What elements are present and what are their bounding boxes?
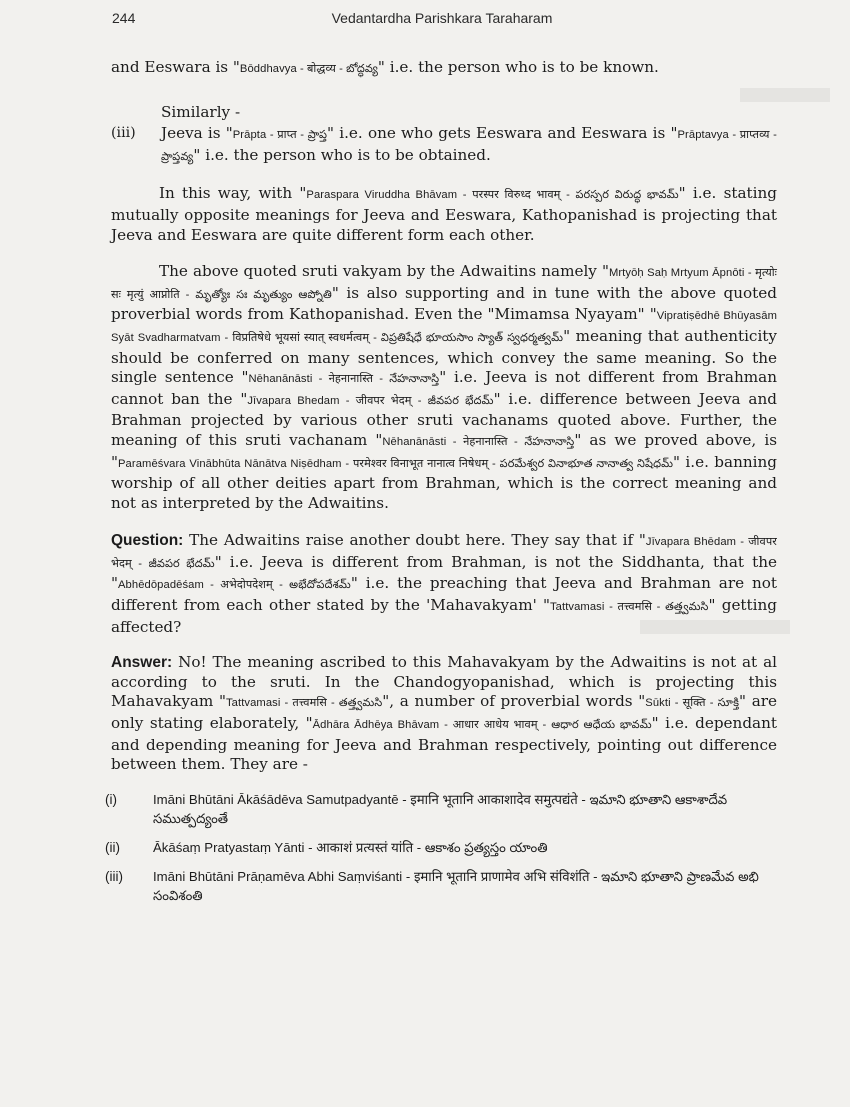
page-content bbox=[105, 58, 778, 915]
term-phrase: Tattvamasi - तत्त्वमसि - తత్త్వమసి bbox=[225, 697, 383, 710]
answer-label: Answer: bbox=[111, 654, 173, 672]
term-phrase: Paraspara Viruddha Bhāvam - परस्पर विरुध्द भावम् - పరస్పర విరుద్ధ భావమ్ bbox=[306, 189, 679, 202]
quote-text: Ākāśaṃ Pratyastaṃ Yānti - आकाशं प्रत्यस्तं यांति - ఆకాశం ప్రత్యస్తం యాంతి bbox=[153, 839, 548, 855]
term-phrase: Prāptavya - प्राप्तव्य - ప్రాప్తవ్య bbox=[161, 129, 777, 163]
term-phrase: Bōddhavya - बोद्धव्य - బోద్ధవ్య bbox=[239, 63, 378, 75]
term-phrase: Paramēśvara Vinābhūta Nānātva Niṣēdham - परमेश्वर विनाभूत नानात्व निषेधम् - పరమేశ్వర వినాభూత నానాత్వ నిషేధమ్ bbox=[118, 457, 674, 470]
text-run: Jeeva is " bbox=[161, 124, 233, 143]
text-run: " i.e. the person who is to be obtained. bbox=[193, 145, 491, 164]
term-phrase: Prāpta - प्राप्त - ప్రాప్త bbox=[232, 129, 328, 142]
text-run: ", a number of proverbial words " bbox=[382, 692, 646, 711]
term-phrase: Vipratiṣēdhē Bhūyasām Syāt Svadharmatvam - विप्रतिषेधे भूयसां स्यात् स्वधर्मत्वम् - విప్రతిషేధే భూయసాం స్యాత్ స్వధర్మత్వమ్ bbox=[111, 310, 777, 344]
text-run: " as we proved above, is " bbox=[111, 430, 777, 471]
text-run: " are only stating elaborately, " bbox=[111, 692, 777, 733]
term-phrase: Ādhāra Ādhēya Bhāvam - आधार आधेय भावम् - ఆధార ఆధేయ భావమ్ bbox=[312, 719, 652, 732]
quote-item bbox=[105, 838, 777, 857]
text-run: The Adwaitins raise another doubt here. They say that if " bbox=[183, 531, 646, 550]
quote-number: (ii) bbox=[105, 839, 120, 855]
paragraph-sruti-vakyam bbox=[111, 262, 777, 513]
text-run: " i.e. one who gets Eeswara and Eeswara is " bbox=[327, 124, 678, 143]
text-run: No! The meaning ascribed to this Mahavakyam by the Adwaitins is not at al according to the sruti. In the Chandogyopanishad, which is projecting this Mahavakyam " bbox=[111, 653, 777, 711]
term-phrase: Mrtyōḥ Saḥ Mrtyum Āpnōti - मृत्योः सः मृत्युं आप्नोति - మృత్యోః సః మృత్యుం ఆప్నోతి bbox=[111, 267, 778, 301]
page-header bbox=[112, 10, 772, 30]
answer-paragraph bbox=[111, 653, 777, 775]
quote-item bbox=[105, 790, 777, 828]
item-number: (iii) bbox=[111, 125, 136, 142]
term-phrase: Jīvapara Bhēdam - जीवपर भेदम् - జీవపర భేదమ్ bbox=[111, 536, 777, 570]
similarly-line: Similarly - bbox=[161, 102, 241, 121]
quote-number: (i) bbox=[105, 791, 117, 807]
running-title: Vedantardha Parishkara Taraharam bbox=[331, 10, 553, 26]
text-run: " i.e. dependant and depending meaning for Jeeva and Brahman respectively, pointing out difference between them. They are - bbox=[111, 714, 777, 774]
text-run: " meaning that authenticity should be conferred on many sentences, which convey the same meaning. So the single sentence " bbox=[111, 326, 777, 387]
text-run: " is also supporting and in tune with the above quoted proverbial words from Kathopanishad. Even the "Mimamsa Nyayam" " bbox=[111, 283, 777, 324]
quote-item bbox=[105, 867, 777, 905]
text-run: " i.e. Jeeva is not different from Brahman cannot ban the " bbox=[111, 368, 777, 408]
term-phrase: Sūkti - सूक्ति - సూక్తి bbox=[645, 697, 740, 710]
text-run: " i.e. the person who is to be known. bbox=[377, 58, 659, 76]
quote-text: Imāni Bhūtāni Ākāśādēva Samutpadyantē - इमानि भूतानि आकाशादेव समुत्पद्यंते - ఇమాని భూతాని ఆకాశాదేవ సముత్పద్యంతే bbox=[153, 791, 728, 826]
paragraph-continuation bbox=[111, 58, 777, 80]
question-label: Question: bbox=[111, 532, 184, 550]
text-run: and Eeswara is " bbox=[111, 58, 240, 76]
term-phrase: Nēhanānāsti - नेहनानास्ति - నేహనానాస్తి bbox=[248, 373, 440, 386]
quote-number: (iii) bbox=[105, 868, 123, 884]
text-run: " i.e. stating mutually opposite meanings for Jeeva and Eeswara, Kathopanishad is projecting that Jeeva and Eeswara are quite different form each other. bbox=[111, 184, 777, 244]
term-phrase: Tattvamasi - तत्त्वमसि - తత్త్వమసి bbox=[549, 601, 709, 614]
question-paragraph bbox=[111, 531, 777, 637]
quote-list bbox=[105, 790, 777, 905]
text-run: " i.e. banning worship of all other deities apart from Brahman, which is the correct meaning and not as interpreted by the Adwaitins. bbox=[111, 452, 778, 512]
text-run: " i.e. Jeeva is different from Brahman, is not the Siddhanta, that the " bbox=[111, 552, 777, 593]
term-phrase: Nēhanānāsti - नेहनानास्ति - నేహనానాస్తి bbox=[382, 435, 575, 448]
list-item-iii bbox=[111, 124, 777, 167]
text-run: The above quoted sruti vakyam by the Adwaitins namely " bbox=[159, 262, 609, 281]
paragraph-kathopanishad bbox=[111, 184, 777, 245]
quote-text: Imāni Bhūtāni Prāṇamēva Abhi Saṃviśanti - इमानि भूतानि प्राणामेव अभि संविशंति - ఇమాని భూతాని ప్రాణమేవ అభి సంవిశంతి bbox=[153, 868, 759, 903]
text-run: " getting affected? bbox=[111, 596, 777, 636]
text-run: In this way, with " bbox=[159, 184, 307, 203]
page-number: 244 bbox=[112, 10, 136, 26]
text-run: " i.e. difference between Jeeva and Brahman projected by various other sruti vachanams quoted above. Further, the meaning of this sruti vachanam " bbox=[111, 389, 777, 449]
text-run: " i.e. the preaching that Jeeva and Brahman are not different from each other stated by the 'Mahavakyam' " bbox=[111, 574, 778, 615]
term-phrase: Jīvapara Bhedam - जीवपर भेदम् - జీవపర భేదమ్ bbox=[247, 394, 494, 407]
term-phrase: Abhēdōpadēśam - अभेदोपदेशम् - అభేదోపదేశమ్ bbox=[118, 579, 351, 592]
